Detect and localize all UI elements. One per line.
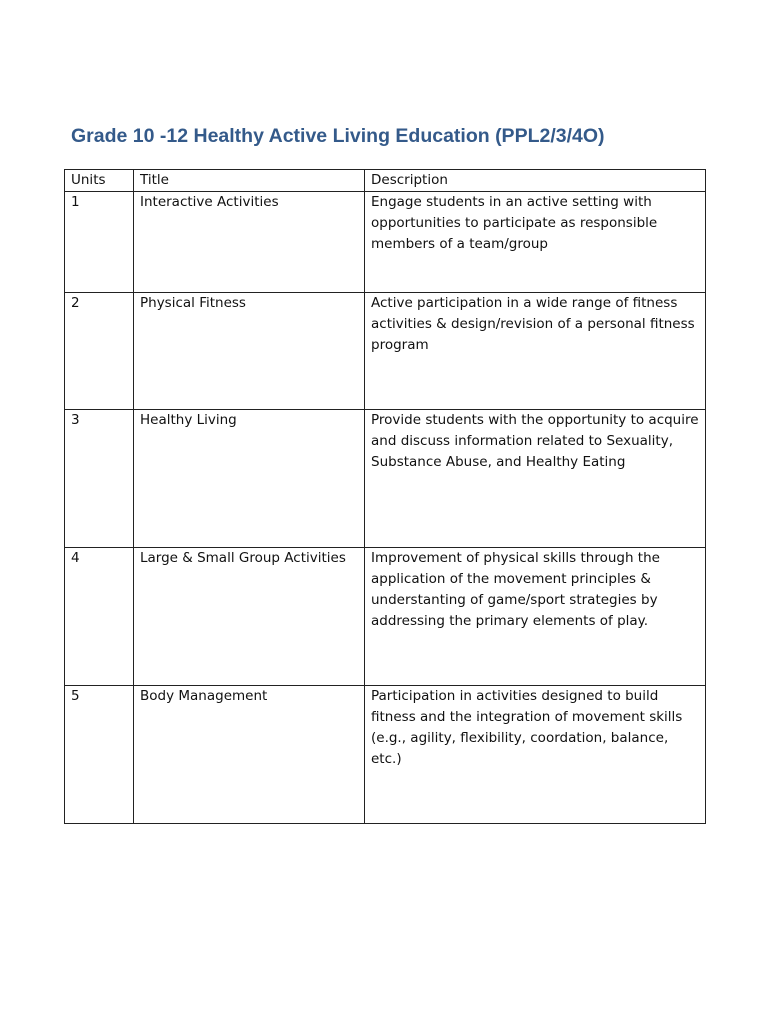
table-row: [65, 293, 706, 410]
header-units: Units: [65, 170, 134, 192]
unit-description-cell: Improvement of physical skills through the application of the movement principles & understanting of game/sport strategies by addressing the primary elements of play.: [365, 548, 706, 686]
table-row: [65, 686, 706, 824]
unit-number-cell: 5: [65, 686, 134, 824]
unit-description-cell: Provide students with the opportunity to acquire and discuss information related to Sexuality, Substance Abuse, and Healthy Eating: [365, 410, 706, 548]
unit-title-cell: Large & Small Group Activities: [134, 548, 365, 686]
table-row: [65, 192, 706, 293]
table-row: [65, 548, 706, 686]
unit-number-cell: 3: [65, 410, 134, 548]
unit-number-cell: 1: [65, 192, 134, 293]
unit-description-cell: Active participation in a wide range of fitness activities & design/revision of a personal fitness program: [365, 293, 706, 410]
table-row: [65, 410, 706, 548]
header-description: Description: [365, 170, 706, 192]
unit-title-cell: Physical Fitness: [134, 293, 365, 410]
unit-number-cell: 2: [65, 293, 134, 410]
unit-description-cell: Participation in activities designed to build fitness and the integration of movement skills (e.g., agility, flexibility, coordation, balance, etc.): [365, 686, 706, 824]
unit-description-cell: Engage students in an active setting with opportunities to participate as responsible members of a team/group: [365, 192, 706, 293]
document-title: Grade 10 -12 Healthy Active Living Education (PPL2/3/4O): [71, 125, 605, 147]
unit-number-cell: 4: [65, 548, 134, 686]
units-table: [64, 169, 706, 824]
unit-title-cell: Healthy Living: [134, 410, 365, 548]
unit-title-cell: Body Management: [134, 686, 365, 824]
table-header-row: [65, 170, 706, 192]
unit-title-cell: Interactive Activities: [134, 192, 365, 293]
header-title: Title: [134, 170, 365, 192]
